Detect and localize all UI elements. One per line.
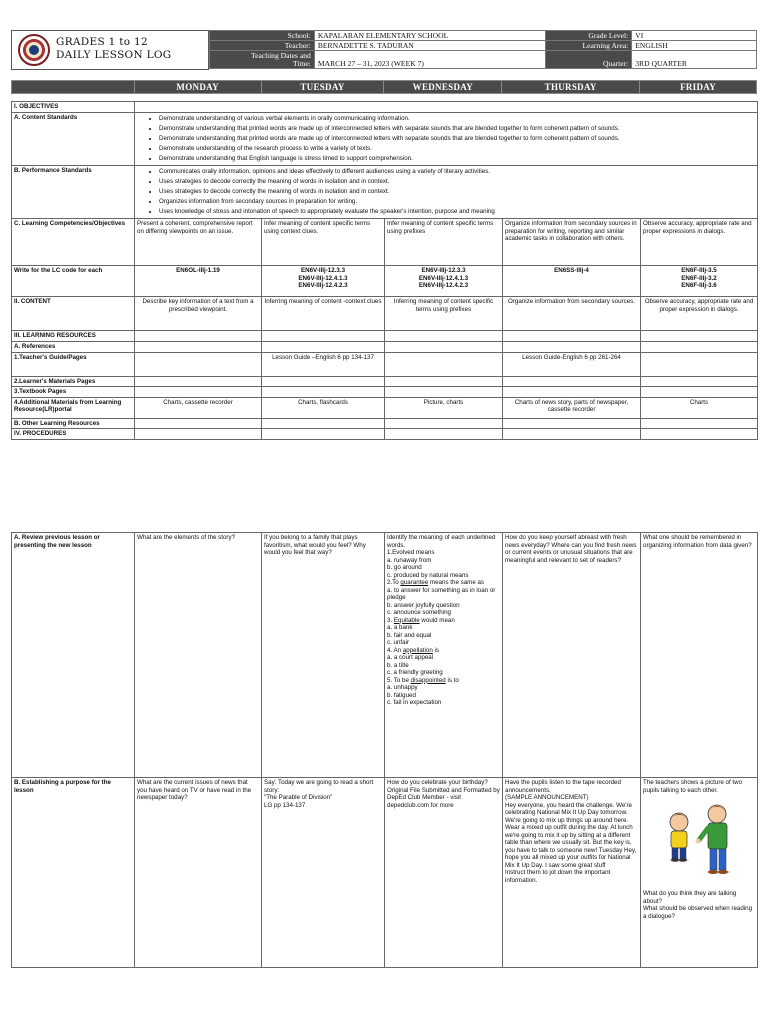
review-wednesday-item bbox=[387, 602, 500, 610]
dates-label-line2: Time: bbox=[292, 59, 311, 68]
item-text: 2.To bbox=[387, 579, 401, 586]
review-wednesday-item bbox=[387, 699, 500, 707]
content-standards-list bbox=[137, 114, 755, 164]
item-text: b. fair and equal bbox=[387, 631, 432, 639]
review-wednesday-item bbox=[387, 684, 500, 692]
item-text: b. a title bbox=[387, 661, 409, 669]
dates-value: MARCH 27 – 31, 2023 (WEEK 7) bbox=[314, 51, 546, 69]
performance-standards-list bbox=[137, 167, 755, 217]
item-text: c. unfair bbox=[387, 639, 410, 646]
list-item: • Demonstrate understanding that printed words are made up of interconnected letters with separate sounds that are blended together to form coherent pattern of sounds. bbox=[159, 134, 755, 144]
log-title-line1: GRADES 1 to 12 bbox=[56, 36, 148, 48]
area-label: Learning Area: bbox=[546, 41, 632, 51]
content-wednesday: Inferring meaning of content specific terms using prefixes bbox=[385, 297, 503, 331]
review-wednesday-items bbox=[387, 549, 500, 707]
competency-monday: Present a coherent, comprehensive report on differing viewpoints on an issue. bbox=[135, 219, 262, 266]
review-wednesday-item bbox=[387, 617, 500, 625]
additional-tuesday: Charts, flashcards bbox=[262, 397, 385, 418]
day-tuesday: TUESDAY bbox=[261, 81, 384, 94]
tg-wednesday bbox=[385, 352, 503, 376]
review-wednesday-item bbox=[387, 647, 500, 655]
content-thursday: Organize information from secondary sources. bbox=[503, 297, 641, 331]
header bbox=[11, 30, 757, 70]
underlined-word: guarantee bbox=[400, 579, 429, 586]
item-text: 5. To be bbox=[387, 676, 411, 684]
review-monday: What are the elements of the story? bbox=[135, 533, 262, 778]
school-value: KAPALARAN ELEMENTARY SCHOOL bbox=[314, 31, 546, 41]
objectives-section-label: I. OBJECTIVES bbox=[12, 102, 135, 113]
list-item: • Organizes information from secondary sources in preparation for writing. bbox=[159, 197, 755, 207]
tg-monday bbox=[135, 352, 262, 376]
dates-label-line1: Teaching Dates and bbox=[251, 51, 311, 60]
review-wednesday-item bbox=[387, 549, 500, 557]
competency-friday: Observe accuracy, appropriate rate and proper expressions in dialogs. bbox=[641, 219, 758, 266]
review-wednesday-item bbox=[387, 639, 500, 647]
review-wednesday-item bbox=[387, 692, 500, 700]
info-table bbox=[209, 30, 757, 69]
textbook-label: 3.Textbook Pages bbox=[12, 387, 135, 398]
review-wednesday-item bbox=[387, 632, 500, 640]
list-item: • Uses knowledge of stress and intonation of speech to appropriately evaluate the speaker's intention, purpose and meaning bbox=[159, 207, 755, 217]
item-text: 4. An bbox=[387, 646, 403, 654]
list-item: • Uses strategies to decode correctly the meaning of words in isolation and in context. bbox=[159, 177, 755, 187]
review-wednesday-item bbox=[387, 624, 500, 632]
purpose-tuesday: Say: Today we are going to read a short story: "The Parable of Division" LG pp 134-137 bbox=[262, 778, 385, 968]
objectives-section-blank bbox=[135, 102, 758, 113]
area-value: ENGLISH bbox=[632, 41, 757, 51]
review-wednesday-item bbox=[387, 564, 500, 572]
review-wednesday-item bbox=[387, 654, 500, 662]
purpose-friday-questions: What do you think they are talking about? What should be observed when reading a dialogue? bbox=[643, 890, 753, 920]
review-thursday: How do you keep yourself abreast with fresh news everyday? Where can you find fresh news or current events or unusual situations that are meaningful and relevant to set of readers? bbox=[503, 533, 641, 778]
lc-code-wednesday: EN6V-IIIj-12.3.3 EN6V-IIIj-12.4.1.3 EN6V-IIIj-12.4.2.3 bbox=[385, 266, 503, 297]
log-title-line2: DAILY LESSON LOG bbox=[56, 49, 172, 61]
review-wednesday bbox=[385, 533, 503, 778]
item-text: c. produced by natural means bbox=[387, 571, 469, 579]
review-wednesday-item bbox=[387, 669, 500, 677]
competency-thursday: Organize information from secondary sources in preparation for writing, reporting and similar academic tasks in collaboration with others. bbox=[503, 219, 641, 266]
tg-tuesday: Lesson Guide –English 6 pp 134-137 bbox=[262, 352, 385, 376]
item-text: is to bbox=[445, 676, 459, 684]
list-item: • Demonstrate understanding of the research process to write a variety of texts. bbox=[159, 144, 755, 154]
item-text: a. a bank bbox=[387, 624, 413, 631]
item-text: a. runaway from bbox=[387, 556, 432, 564]
purpose-wednesday: How do you celebrate your birthday? Original File Submitted and Formatted by DepEd Club Member - visit depedclub.com for more bbox=[385, 778, 503, 968]
purpose-thursday: Have the pupils listen to the tape recorded announcements. (SAMPLE ANNOUNCEMENT) Hey everyone, you heard the challenge. We're celebrating National Mix It Up Day tomorrow. We're going to mix up things up around here. Wear a mixed up outfit during the day. At lunch we're going to mix it up by sitting at a different table than where we usually sit. But the key is, you have to talk to someone new! Tuesday Hey, hope you all mixed up your outfits for National Mix It Up Day. I saw some great stuff Instruct them to jot down the important information. bbox=[503, 778, 641, 968]
lc-code-monday: EN6OL-IIIj-1.19 bbox=[135, 266, 262, 297]
content-label: II. CONTENT bbox=[12, 297, 135, 331]
lc-code-friday: EN6F-IIIj-3.5 EN6F-IIIj-3.2 EN6F-IIIj-3.6 bbox=[641, 266, 758, 297]
additional-materials-label: 4.Additional Materials from Learning Resource(LR)portal bbox=[12, 397, 135, 418]
performance-standards-label: B. Performance Standards bbox=[12, 166, 135, 219]
lm-label: 2.Learner's Materials Pages bbox=[12, 376, 135, 387]
review-wednesday-item bbox=[387, 609, 500, 617]
item-text: c. announce something bbox=[387, 609, 451, 616]
underlined-word: Equitable bbox=[393, 616, 420, 624]
item-text: c. a friendly greeting bbox=[387, 669, 443, 676]
list-item: • Uses strategies to decode correctly the meaning of words in isolation and in context. bbox=[159, 187, 755, 197]
list-item: • Demonstrate understanding that English language is stress timed to support comprehension. bbox=[159, 154, 755, 164]
two-pupils-talking-image bbox=[655, 800, 751, 880]
additional-friday: Charts bbox=[641, 397, 758, 418]
teacher-label: Teacher: bbox=[210, 41, 315, 51]
lc-code-tuesday: EN6V-IIIj-12.3.3 EN6V-IIIj-12.4.1.3 EN6V-IIIj-12.4.2.3 bbox=[262, 266, 385, 297]
review-wednesday-item bbox=[387, 587, 500, 602]
other-resources-label: B. Other Learning Resources bbox=[12, 418, 135, 429]
underlined-word: disappointed bbox=[410, 676, 446, 684]
review-wednesday-item bbox=[387, 557, 500, 565]
purpose-monday: What are the current issues of news that you have heard on TV or have read in the newspaper today? bbox=[135, 778, 262, 968]
day-header-row bbox=[11, 80, 757, 94]
review-wednesday-intro: Identify the meaning of each underlined words. bbox=[387, 534, 496, 549]
item-text: 3. bbox=[387, 616, 394, 624]
review-wednesday-item bbox=[387, 572, 500, 580]
lc-code-label: Write for the LC code for each bbox=[12, 266, 135, 297]
additional-wednesday: Picture, charts bbox=[385, 397, 503, 418]
item-text: b. go around bbox=[387, 564, 422, 571]
review-tuesday: If you belong to a family that plays favoritism, what would you feel? Why would you feel that way? bbox=[262, 533, 385, 778]
list-item: • Demonstrate understanding that printed words are made up of interconnected letters with separate sounds that are blended together to form coherent pattern of sounds. bbox=[159, 124, 755, 134]
day-monday: MONDAY bbox=[134, 81, 261, 94]
item-text: 1.Evolved means bbox=[387, 549, 435, 556]
tg-friday bbox=[641, 352, 758, 376]
procedures-label: IV. PROCEDURES bbox=[12, 429, 135, 440]
additional-monday: Charts, cassette recorder bbox=[135, 397, 262, 418]
content-friday: Observe accuracy, appropriate rate and proper expression in dialogs. bbox=[641, 297, 758, 331]
competencies-label: C. Learning Competencies/Objectives bbox=[12, 219, 135, 266]
list-item: • Communicates orally information, opinions and ideas effectively to different audiences using a variety of literary activities. bbox=[159, 167, 755, 177]
review-label: A. Review previous lesson or presenting the new lesson bbox=[12, 533, 135, 778]
item-text: a. unhappy bbox=[387, 684, 418, 691]
content-standards-label: A. Content Standards bbox=[12, 113, 135, 166]
review-wednesday-item bbox=[387, 677, 500, 685]
content-monday: Describe key information of a text from a prescribed viewpoint. bbox=[135, 297, 262, 331]
references-label: A. References bbox=[12, 342, 135, 353]
item-text: b. answer joyfully question bbox=[387, 601, 460, 609]
competency-wednesday: Infer meaning of content specific terms using prefixes bbox=[385, 219, 503, 266]
pupils-illustration bbox=[655, 800, 751, 880]
teacher-value: BERNADETTE S. TADURAN bbox=[314, 41, 546, 51]
day-thursday: THURSDAY bbox=[502, 81, 640, 94]
list-item: • Demonstrate understanding of various verbal elements in orally communicating information. bbox=[159, 114, 755, 124]
item-text: a. a court appeal bbox=[387, 654, 434, 661]
day-friday: FRIDAY bbox=[640, 81, 757, 94]
item-text: would mean bbox=[419, 616, 455, 624]
procedures-table bbox=[11, 532, 758, 968]
quarter-label: Quarter: bbox=[546, 51, 632, 69]
log-title bbox=[56, 36, 171, 62]
performance-standards-cell bbox=[135, 166, 758, 219]
item-text: means the same as bbox=[428, 579, 485, 586]
quarter-value: 3RD QUARTER bbox=[632, 51, 757, 69]
grade-value: VI bbox=[632, 31, 757, 41]
competency-tuesday: Infer meaning of content specific terms using context clues. bbox=[262, 219, 385, 266]
purpose-friday bbox=[641, 778, 758, 968]
additional-thursday: Charts of news story, parts of newspaper, cassette recorder bbox=[503, 397, 641, 418]
underlined-word: appellation bbox=[402, 646, 433, 654]
tg-thursday: Lesson Guide-English 6 pp 261-264 bbox=[503, 352, 641, 376]
content-tuesday: Inferring meaning of content -context clues bbox=[262, 297, 385, 331]
lc-code-thursday: EN6SS-IIIj-4 bbox=[503, 266, 641, 297]
objectives-table bbox=[11, 101, 758, 440]
grade-label: Grade Level: bbox=[546, 31, 632, 41]
content-standards-cell bbox=[135, 113, 758, 166]
item-text: b. fatigued bbox=[387, 691, 416, 699]
item-text: a. to answer for something as in loan or pledge bbox=[387, 586, 496, 601]
review-wednesday-item bbox=[387, 662, 500, 670]
day-wednesday: WEDNESDAY bbox=[384, 81, 502, 94]
purpose-friday-intro: The teachers shows a picture of two pupils talking to each other. bbox=[643, 779, 743, 794]
review-friday: What one should be remembered in organizing information from data given? bbox=[641, 533, 758, 778]
tg-label: 1.Teacher's Guide/Pages bbox=[12, 352, 135, 376]
school-label: School: bbox=[210, 31, 315, 41]
resources-label: III. LEARNING RESOURCES bbox=[12, 331, 135, 342]
day-header-blank bbox=[12, 81, 135, 94]
dates-label bbox=[210, 51, 315, 69]
item-text: is bbox=[432, 646, 439, 654]
item-text: c. fail in expectation bbox=[387, 699, 442, 706]
logo-box bbox=[11, 30, 209, 70]
purpose-label: B. Establishing a purpose for the lesson bbox=[12, 778, 135, 968]
review-wednesday-item bbox=[387, 579, 500, 587]
deped-seal-icon bbox=[18, 34, 50, 66]
